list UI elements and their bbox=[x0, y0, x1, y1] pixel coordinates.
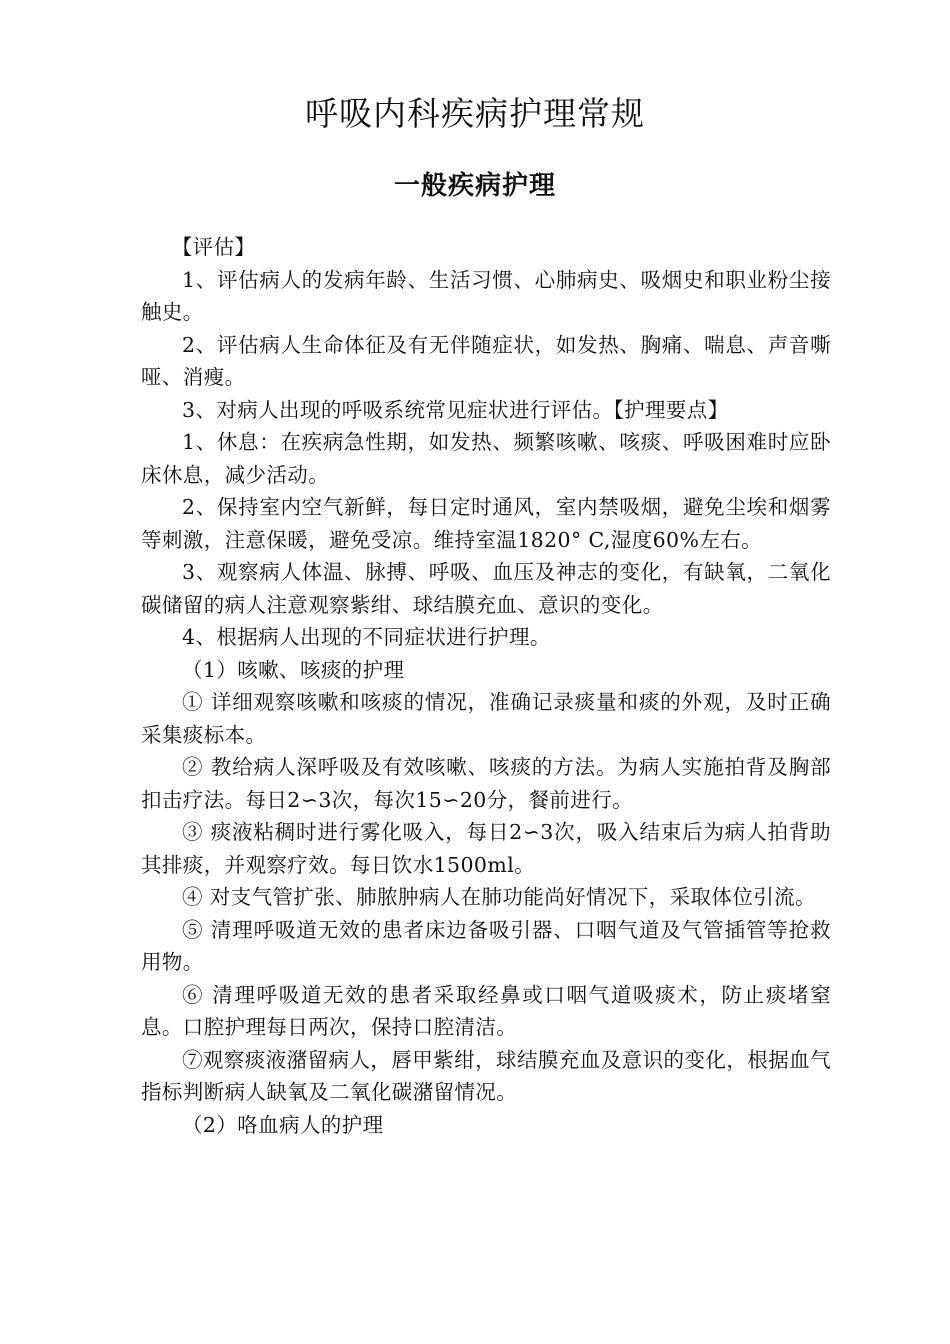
subsection-heading: （2）咯血病人的护理 bbox=[182, 1112, 384, 1137]
paragraph: 3、观察病人体温、脉搏、呼吸、血压及神志的变化，有缺氧，二氧化碳储留的病人注意观察紫绀、球结膜充血、意识的变化。 bbox=[141, 560, 831, 617]
document-body bbox=[141, 231, 831, 1141]
list-item: ⑦观察痰液潴留病人，唇甲紫绀，球结膜充血及意识的变化，根据血气指标判断病人缺氧及二氧化碳潴留情况。 bbox=[141, 1047, 831, 1104]
paragraph: 2、评估病人生命体征及有无伴随症状，如发热、胸痛、喘息、声音嘶哑、消瘦。 bbox=[141, 332, 831, 389]
subsection-heading: （1）咳嗽、咳痰的护理 bbox=[182, 657, 405, 682]
paragraph: 1、评估病人的发病年龄、生活习惯、心肺病史、吸烟史和职业粉尘接触史。 bbox=[141, 267, 831, 324]
list-item: ④ 对支气管扩张、肺脓肿病人在肺功能尚好情况下，采取体位引流。 bbox=[182, 885, 816, 909]
document-title: 呼吸内科疾病护理常规 bbox=[305, 94, 645, 133]
paragraph: 2、保持室内空气新鲜，每日定时通风，室内禁吸烟，避免尘埃和烟雾等刺激，注意保暖，避免受凉。维持室温1820° C,湿度60%左右。 bbox=[141, 495, 831, 552]
list-item: ③ 痰液粘稠时进行雾化吸入，每日2∽3次，吸入结束后为病人拍背助其排痰，并观察疗效。每日饮水1500ml。 bbox=[141, 820, 831, 877]
paragraph: 3、对病人出现的呼吸系统常见症状进行评估。【护理要点】 bbox=[182, 397, 729, 422]
list-item: ⑤ 清理呼吸道无效的患者床边备吸引器、口咽气道及气管插管等抢救用物。 bbox=[141, 917, 831, 974]
section-heading-assessment: 【评估】 bbox=[171, 235, 256, 259]
paragraph: 1、休息：在疾病急性期，如发热、频繁咳嗽、咳痰、呼吸困难时应卧床休息，减少活动。 bbox=[141, 430, 831, 487]
paragraph: 4、根据病人出现的不同症状进行护理。 bbox=[182, 625, 551, 649]
section-subtitle: 一般疾病护理 bbox=[393, 171, 556, 201]
list-item: ② 教给病人深呼吸及有效咳嗽、咳痰的方法。为病人实施拍背及胸部扣击疗法。每日2∽3次，每次15∽20分，餐前进行。 bbox=[141, 755, 831, 812]
list-item: ⑥ 清理呼吸道无效的患者采取经鼻或口咽气道吸痰术，防止痰堵窒息。口腔护理每日两次，保持口腔清洁。 bbox=[141, 982, 831, 1039]
list-item: ① 详细观察咳嗽和咳痰的情况，准确记录痰量和痰的外观，及时正确采集痰标本。 bbox=[141, 690, 831, 747]
